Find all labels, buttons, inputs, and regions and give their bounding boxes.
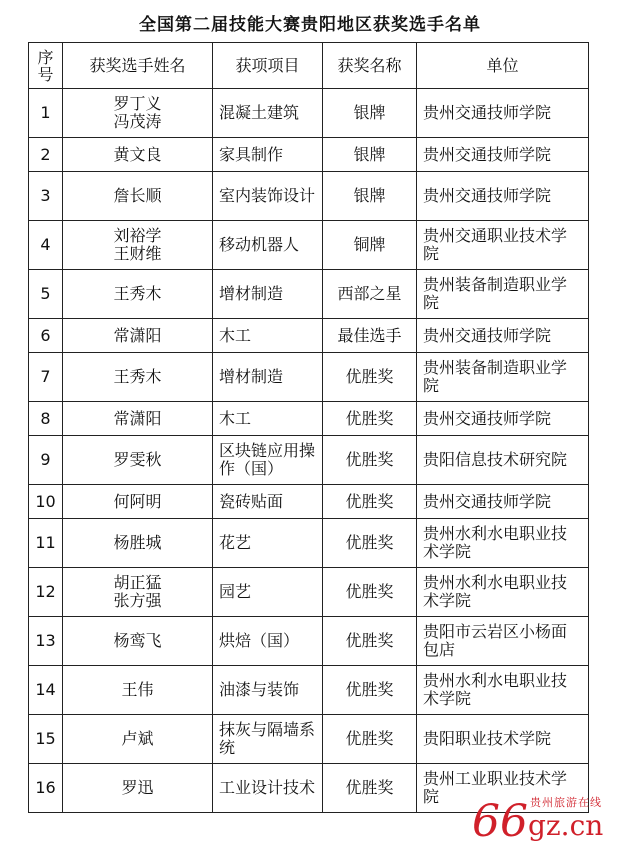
cell-project: 抹灰与隔墙系统 bbox=[213, 715, 323, 764]
cell-award: 最佳选手 bbox=[323, 319, 417, 353]
cell-no: 10 bbox=[29, 485, 63, 519]
watermark-domain: gz.cn bbox=[528, 809, 604, 842]
cell-award: 西部之星 bbox=[323, 270, 417, 319]
table-row bbox=[29, 89, 589, 138]
cell-award: 优胜奖 bbox=[323, 485, 417, 519]
watermark-site-name: 贵州旅游在线 bbox=[530, 796, 602, 809]
table-row bbox=[29, 221, 589, 270]
cell-no: 6 bbox=[29, 319, 63, 353]
cell-name: 罗丁义 冯茂涛 bbox=[63, 89, 213, 138]
cell-unit: 贵州交通技师学院 bbox=[417, 402, 589, 436]
cell-award: 优胜奖 bbox=[323, 436, 417, 485]
cell-project: 混凝土建筑 bbox=[213, 89, 323, 138]
cell-unit: 贵州工业职业技术学院 bbox=[417, 764, 589, 813]
cell-unit: 贵阳信息技术研究院 bbox=[417, 436, 589, 485]
cell-name: 罗雯秋 bbox=[63, 436, 213, 485]
table-row bbox=[29, 270, 589, 319]
cell-unit: 贵州装备制造职业学院 bbox=[417, 270, 589, 319]
cell-name: 杨胜城 bbox=[63, 519, 213, 568]
header-no: 序号 bbox=[29, 43, 63, 89]
table-row bbox=[29, 666, 589, 715]
cell-project: 增材制造 bbox=[213, 270, 323, 319]
cell-no: 16 bbox=[29, 764, 63, 813]
cell-unit: 贵阳职业技术学院 bbox=[417, 715, 589, 764]
cell-name: 常潇阳 bbox=[63, 319, 213, 353]
table-row bbox=[29, 617, 589, 666]
cell-project: 花艺 bbox=[213, 519, 323, 568]
cell-name: 罗迅 bbox=[63, 764, 213, 813]
cell-award: 铜牌 bbox=[323, 221, 417, 270]
cell-name: 王秀木 bbox=[63, 353, 213, 402]
cell-unit: 贵州交通技师学院 bbox=[417, 485, 589, 519]
cell-award: 优胜奖 bbox=[323, 353, 417, 402]
cell-name: 王伟 bbox=[63, 666, 213, 715]
cell-unit: 贵州交通技师学院 bbox=[417, 172, 589, 221]
cell-unit: 贵阳市云岩区小杨面包店 bbox=[417, 617, 589, 666]
cell-unit: 贵州水利水电职业技术学院 bbox=[417, 568, 589, 617]
cell-project: 区块链应用操作（国） bbox=[213, 436, 323, 485]
cell-award: 银牌 bbox=[323, 89, 417, 138]
cell-project: 木工 bbox=[213, 402, 323, 436]
site-watermark bbox=[472, 794, 612, 847]
cell-name: 卢斌 bbox=[63, 715, 213, 764]
watermark-number: 66 bbox=[472, 796, 528, 847]
header-row bbox=[29, 43, 589, 89]
cell-project: 油漆与装饰 bbox=[213, 666, 323, 715]
cell-no: 3 bbox=[29, 172, 63, 221]
cell-project: 增材制造 bbox=[213, 353, 323, 402]
cell-no: 1 bbox=[29, 89, 63, 138]
cell-award: 银牌 bbox=[323, 172, 417, 221]
header-project: 获项项目 bbox=[213, 43, 323, 89]
cell-no: 7 bbox=[29, 353, 63, 402]
table-row bbox=[29, 138, 589, 172]
cell-name: 詹长顺 bbox=[63, 172, 213, 221]
header-unit: 单位 bbox=[417, 43, 589, 89]
document-title: 全国第二届技能大赛贵阳地区获奖选手名单 bbox=[139, 15, 481, 35]
cell-unit: 贵州水利水电职业技术学院 bbox=[417, 519, 589, 568]
cell-no: 12 bbox=[29, 568, 63, 617]
cell-no: 13 bbox=[29, 617, 63, 666]
cell-no: 4 bbox=[29, 221, 63, 270]
cell-project: 园艺 bbox=[213, 568, 323, 617]
table-row bbox=[29, 436, 589, 485]
table-row bbox=[29, 172, 589, 221]
cell-unit: 贵州装备制造职业学院 bbox=[417, 353, 589, 402]
cell-award: 优胜奖 bbox=[323, 764, 417, 813]
table-row bbox=[29, 519, 589, 568]
header-award: 获奖名称 bbox=[323, 43, 417, 89]
cell-award: 优胜奖 bbox=[323, 666, 417, 715]
cell-no: 14 bbox=[29, 666, 63, 715]
cell-no: 11 bbox=[29, 519, 63, 568]
cell-name: 杨鸾飞 bbox=[63, 617, 213, 666]
cell-project: 家具制作 bbox=[213, 138, 323, 172]
cell-unit: 贵州交通技师学院 bbox=[417, 138, 589, 172]
cell-name: 何阿明 bbox=[63, 485, 213, 519]
table-row bbox=[29, 353, 589, 402]
table-row bbox=[29, 715, 589, 764]
cell-award: 优胜奖 bbox=[323, 402, 417, 436]
cell-project: 工业设计技术 bbox=[213, 764, 323, 813]
cell-name: 刘裕学 王财维 bbox=[63, 221, 213, 270]
cell-no: 2 bbox=[29, 138, 63, 172]
awards-table bbox=[28, 42, 589, 813]
cell-no: 8 bbox=[29, 402, 63, 436]
header-name: 获奖选手姓名 bbox=[63, 43, 213, 89]
cell-unit: 贵州交通技师学院 bbox=[417, 89, 589, 138]
cell-name: 黄文良 bbox=[63, 138, 213, 172]
cell-name: 王秀木 bbox=[63, 270, 213, 319]
cell-project: 瓷砖贴面 bbox=[213, 485, 323, 519]
cell-name: 常潇阳 bbox=[63, 402, 213, 436]
table-row bbox=[29, 568, 589, 617]
cell-project: 室内装饰设计 bbox=[213, 172, 323, 221]
cell-award: 优胜奖 bbox=[323, 519, 417, 568]
cell-name: 胡正猛 张方强 bbox=[63, 568, 213, 617]
cell-award: 优胜奖 bbox=[323, 617, 417, 666]
table-row bbox=[29, 485, 589, 519]
cell-unit: 贵州交通职业技术学院 bbox=[417, 221, 589, 270]
cell-project: 烘焙（国） bbox=[213, 617, 323, 666]
cell-project: 移动机器人 bbox=[213, 221, 323, 270]
cell-project: 木工 bbox=[213, 319, 323, 353]
cell-no: 9 bbox=[29, 436, 63, 485]
cell-award: 优胜奖 bbox=[323, 568, 417, 617]
cell-unit: 贵州水利水电职业技术学院 bbox=[417, 666, 589, 715]
cell-unit: 贵州交通技师学院 bbox=[417, 319, 589, 353]
table-row bbox=[29, 319, 589, 353]
table-row bbox=[29, 402, 589, 436]
cell-award: 银牌 bbox=[323, 138, 417, 172]
cell-no: 5 bbox=[29, 270, 63, 319]
cell-no: 15 bbox=[29, 715, 63, 764]
cell-award: 优胜奖 bbox=[323, 715, 417, 764]
